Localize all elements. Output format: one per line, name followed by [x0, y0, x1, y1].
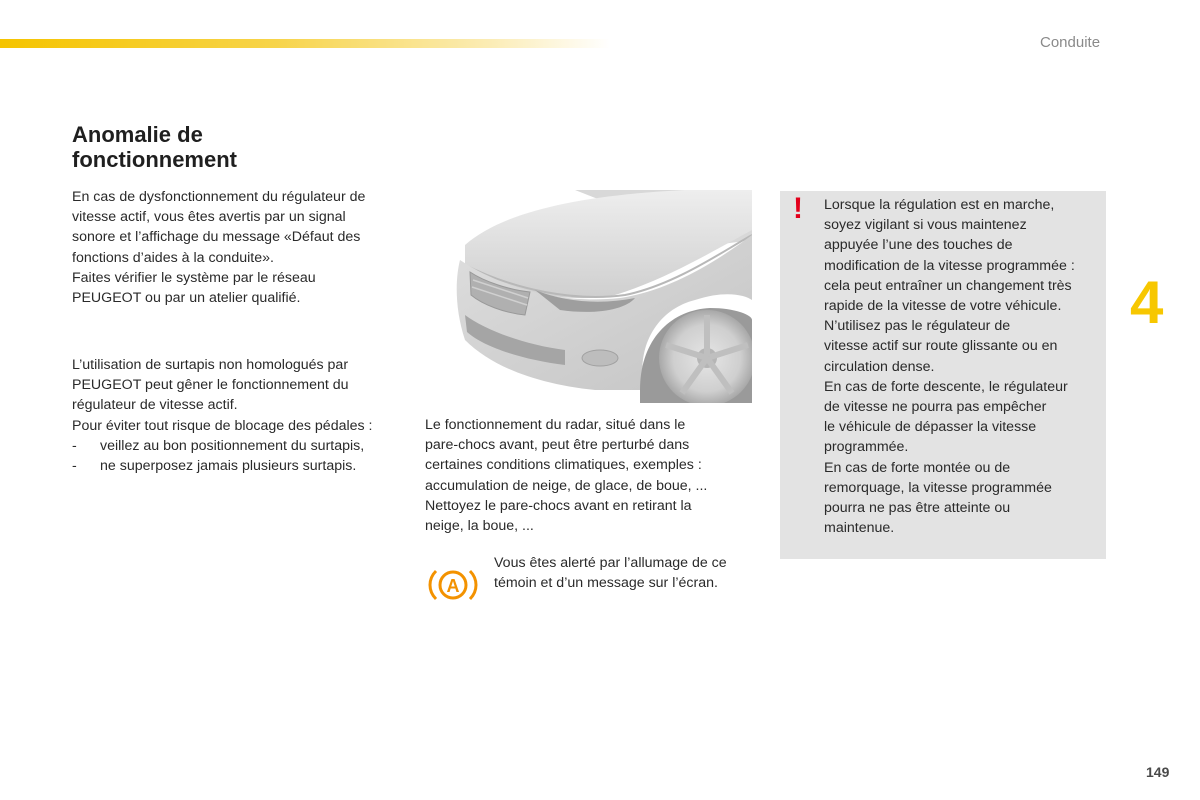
bullet-dash: - — [72, 437, 77, 454]
bullet-dash: - — [72, 458, 77, 475]
text-line: neige, la boue, ... — [425, 518, 534, 535]
malfunction-paragraph — [72, 187, 402, 308]
text-line: pare-chocs avant, peut être perturbé dans — [425, 437, 690, 454]
bullet-text: ne superposez jamais plusieurs surtapis. — [100, 458, 357, 475]
text-line: En cas de forte descente, le régulateur — [824, 378, 1068, 395]
text-line: Le fonctionnement du radar, situé dans le — [425, 417, 686, 433]
title-line-2: fonctionnement — [72, 147, 237, 172]
text-line: rapide de la vitesse de votre véhicule. — [824, 298, 1062, 315]
warning-light-note — [494, 553, 759, 593]
text-line: circulation dense. — [824, 358, 935, 375]
floor-mat-paragraph — [72, 355, 412, 476]
text-line: Faites vérifier le système par le réseau — [72, 269, 316, 286]
text-line: remorquage, la vitesse programmée — [824, 479, 1052, 496]
text-line: En cas de dysfonctionnement du régulateur de — [72, 189, 366, 205]
text-line: sonore et l’affichage du message «Défaut des — [72, 229, 361, 246]
warning-light-letter: A — [446, 576, 460, 596]
text-line: Pour éviter tout risque de blocage des pédales : — [72, 417, 373, 434]
exclamation-icon: ! — [793, 192, 803, 225]
text-line: certaines conditions climatiques, exemples : — [425, 457, 702, 474]
text-line: N’utilisez pas le régulateur de — [824, 318, 1011, 335]
bullet-item — [72, 456, 412, 476]
text-line: maintenue. — [824, 520, 895, 537]
text-line: régulateur de vitesse actif. — [72, 397, 238, 414]
text-line: L’utilisation de surtapis non homologués par — [72, 357, 349, 373]
text-line: Lorsque la régulation est en marche, — [824, 197, 1055, 213]
warning-light-icon — [426, 563, 480, 607]
text-line: PEUGEOT peut gêner le fonctionnement du — [72, 377, 349, 394]
header-accent-bar — [0, 39, 610, 48]
text-line: PEUGEOT ou par un atelier qualifié. — [72, 290, 301, 307]
chapter-number: 4 — [1130, 269, 1164, 336]
text-line: En cas de forte montée ou de — [824, 459, 1011, 476]
text-line: de vitesse ne pourra pas empêcher — [824, 399, 1047, 416]
text-line: vitesse actif sur route glissante ou en — [824, 338, 1058, 355]
text-line: appuyée l’une des touches de — [824, 237, 1013, 254]
text-line: modification de la vitesse programmée : — [824, 257, 1075, 274]
car-front-illustration — [425, 190, 752, 403]
bullet-text: veillez au bon positionnement du surtapis, — [100, 437, 365, 454]
text-line: accumulation de neige, de glace, de boue, ... — [425, 477, 708, 494]
car-illustration-svg — [425, 190, 752, 403]
caution-text — [824, 195, 1104, 538]
text-line: soyez vigilant si vous maintenez — [824, 217, 1027, 234]
text-line: Vous êtes alerté par l’allumage de ce — [494, 555, 727, 571]
title-line-1: Anomalie de — [72, 122, 203, 147]
text-line: Nettoyez le pare-chocs avant en retirant la — [425, 497, 692, 514]
text-line: fonctions d’aides à la conduite». — [72, 249, 274, 266]
page-number: 149 — [1146, 764, 1170, 780]
text-line: témoin et d’un message sur l’écran. — [494, 575, 718, 592]
text-line: le véhicule de dépasser la vitesse — [824, 419, 1037, 436]
text-line: pourra ne pas être atteinte ou — [824, 500, 1011, 517]
text-line: vitesse actif, vous êtes avertis par un signal — [72, 209, 346, 226]
section-label: Conduite — [1040, 34, 1101, 51]
bullet-item — [72, 436, 412, 456]
text-line: cela peut entraîner un changement très — [824, 277, 1072, 294]
text-line: programmée. — [824, 439, 909, 456]
warning-light-svg — [426, 563, 480, 607]
radar-paragraph — [425, 415, 755, 536]
page-title — [72, 122, 402, 172]
